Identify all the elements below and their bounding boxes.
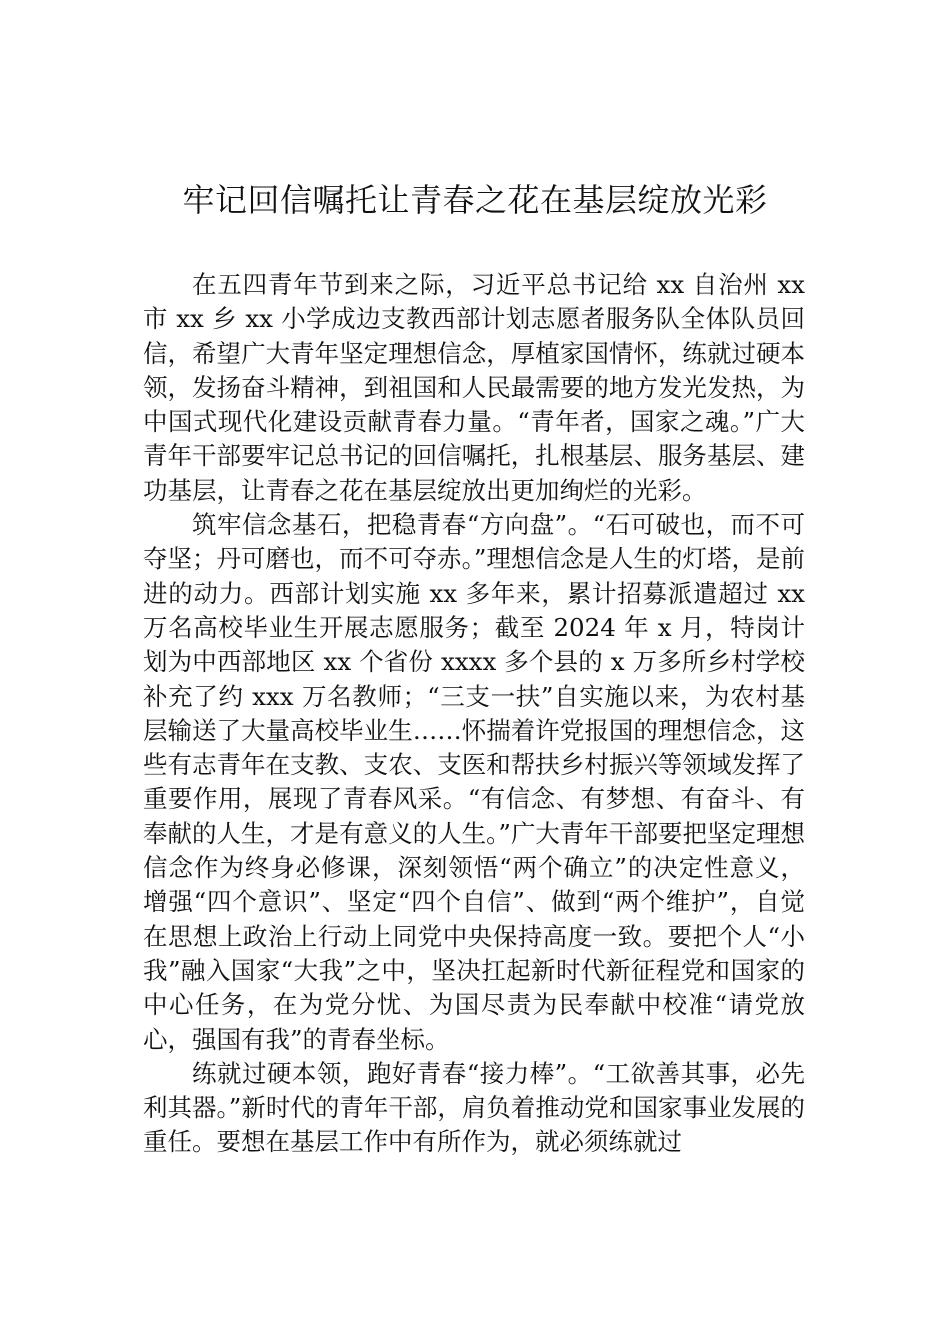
- paragraph-3: 练就过硬本领，跑好青春“接力棒”。“工欲善其事，必先利其器。”新时代的青年干部，肩负着推动党和国家事业发展的重任。要想在基层工作中有所作为，就必须练就过: [143, 1058, 805, 1157]
- document-title: 牢记回信嘱托让青春之花在基层绽放光彩: [182, 181, 768, 219]
- document-body: [143, 268, 805, 1160]
- paragraph-1: 在五四青年节到来之际，习近平总书记给 xx 自治州 xx 市 xx 乡 xx 小学成边支教西部计划志愿者服务队全体队员回信，希望广大青年坚定理想信念，厚植家国情怀，练就过硬本领，发扬奋斗精神，到祖国和人民最需要的地方发光发热，为中国式现代化建设贡献青春力量。“青年者，国家之魂。”广大青年干部要牢记总书记的回信嘱托，扎根基层、服务基层、建功基层，让青春之花在基层绽放出更加绚烂的光彩。: [143, 270, 805, 505]
- paragraph-2: 筑牢信念基石，把稳青春“方向盘”。“石可破也，而不可夺坚；丹可磨也，而不可夺赤。”理想信念是人生的灯塔，是前进的动力。西部计划实施 xx 多年来，累计招募派遣超过 xx 万名高校毕业生开展志愿服务；截至 2024 年 x 月，特岗计划为中西部地区 xx 个省份 xxxx 多个县的 x 万多所乡村学校补充了约 xxx 万名教师；“三支一扶”自实施以来，为农村基层输送了大量高校毕业生……怀揣着许党报国的理想信念，这些有志青年在支教、支农、支医和帮扶乡村振兴等领域发挥了重要作用，展现了青春风采。“有信念、有梦想、有奋斗、有奉献的人生，才是有意义的人生。”广大青年干部要把坚定理想信念作为终身必修课，深刻领悟“两个确立”的决定性意义，增强“四个意识”、坚定“四个自信”、做到“两个维护”，自觉在思想上政治上行动上同党中央保持高度一致。要把个人“小我”融入国家“大我”之中，坚决扛起新时代新征程党和国家的中心任务，在为党分忧、为国尽责为民奉献中校准“请党放心，强国有我”的青春坐标。: [143, 510, 805, 1054]
